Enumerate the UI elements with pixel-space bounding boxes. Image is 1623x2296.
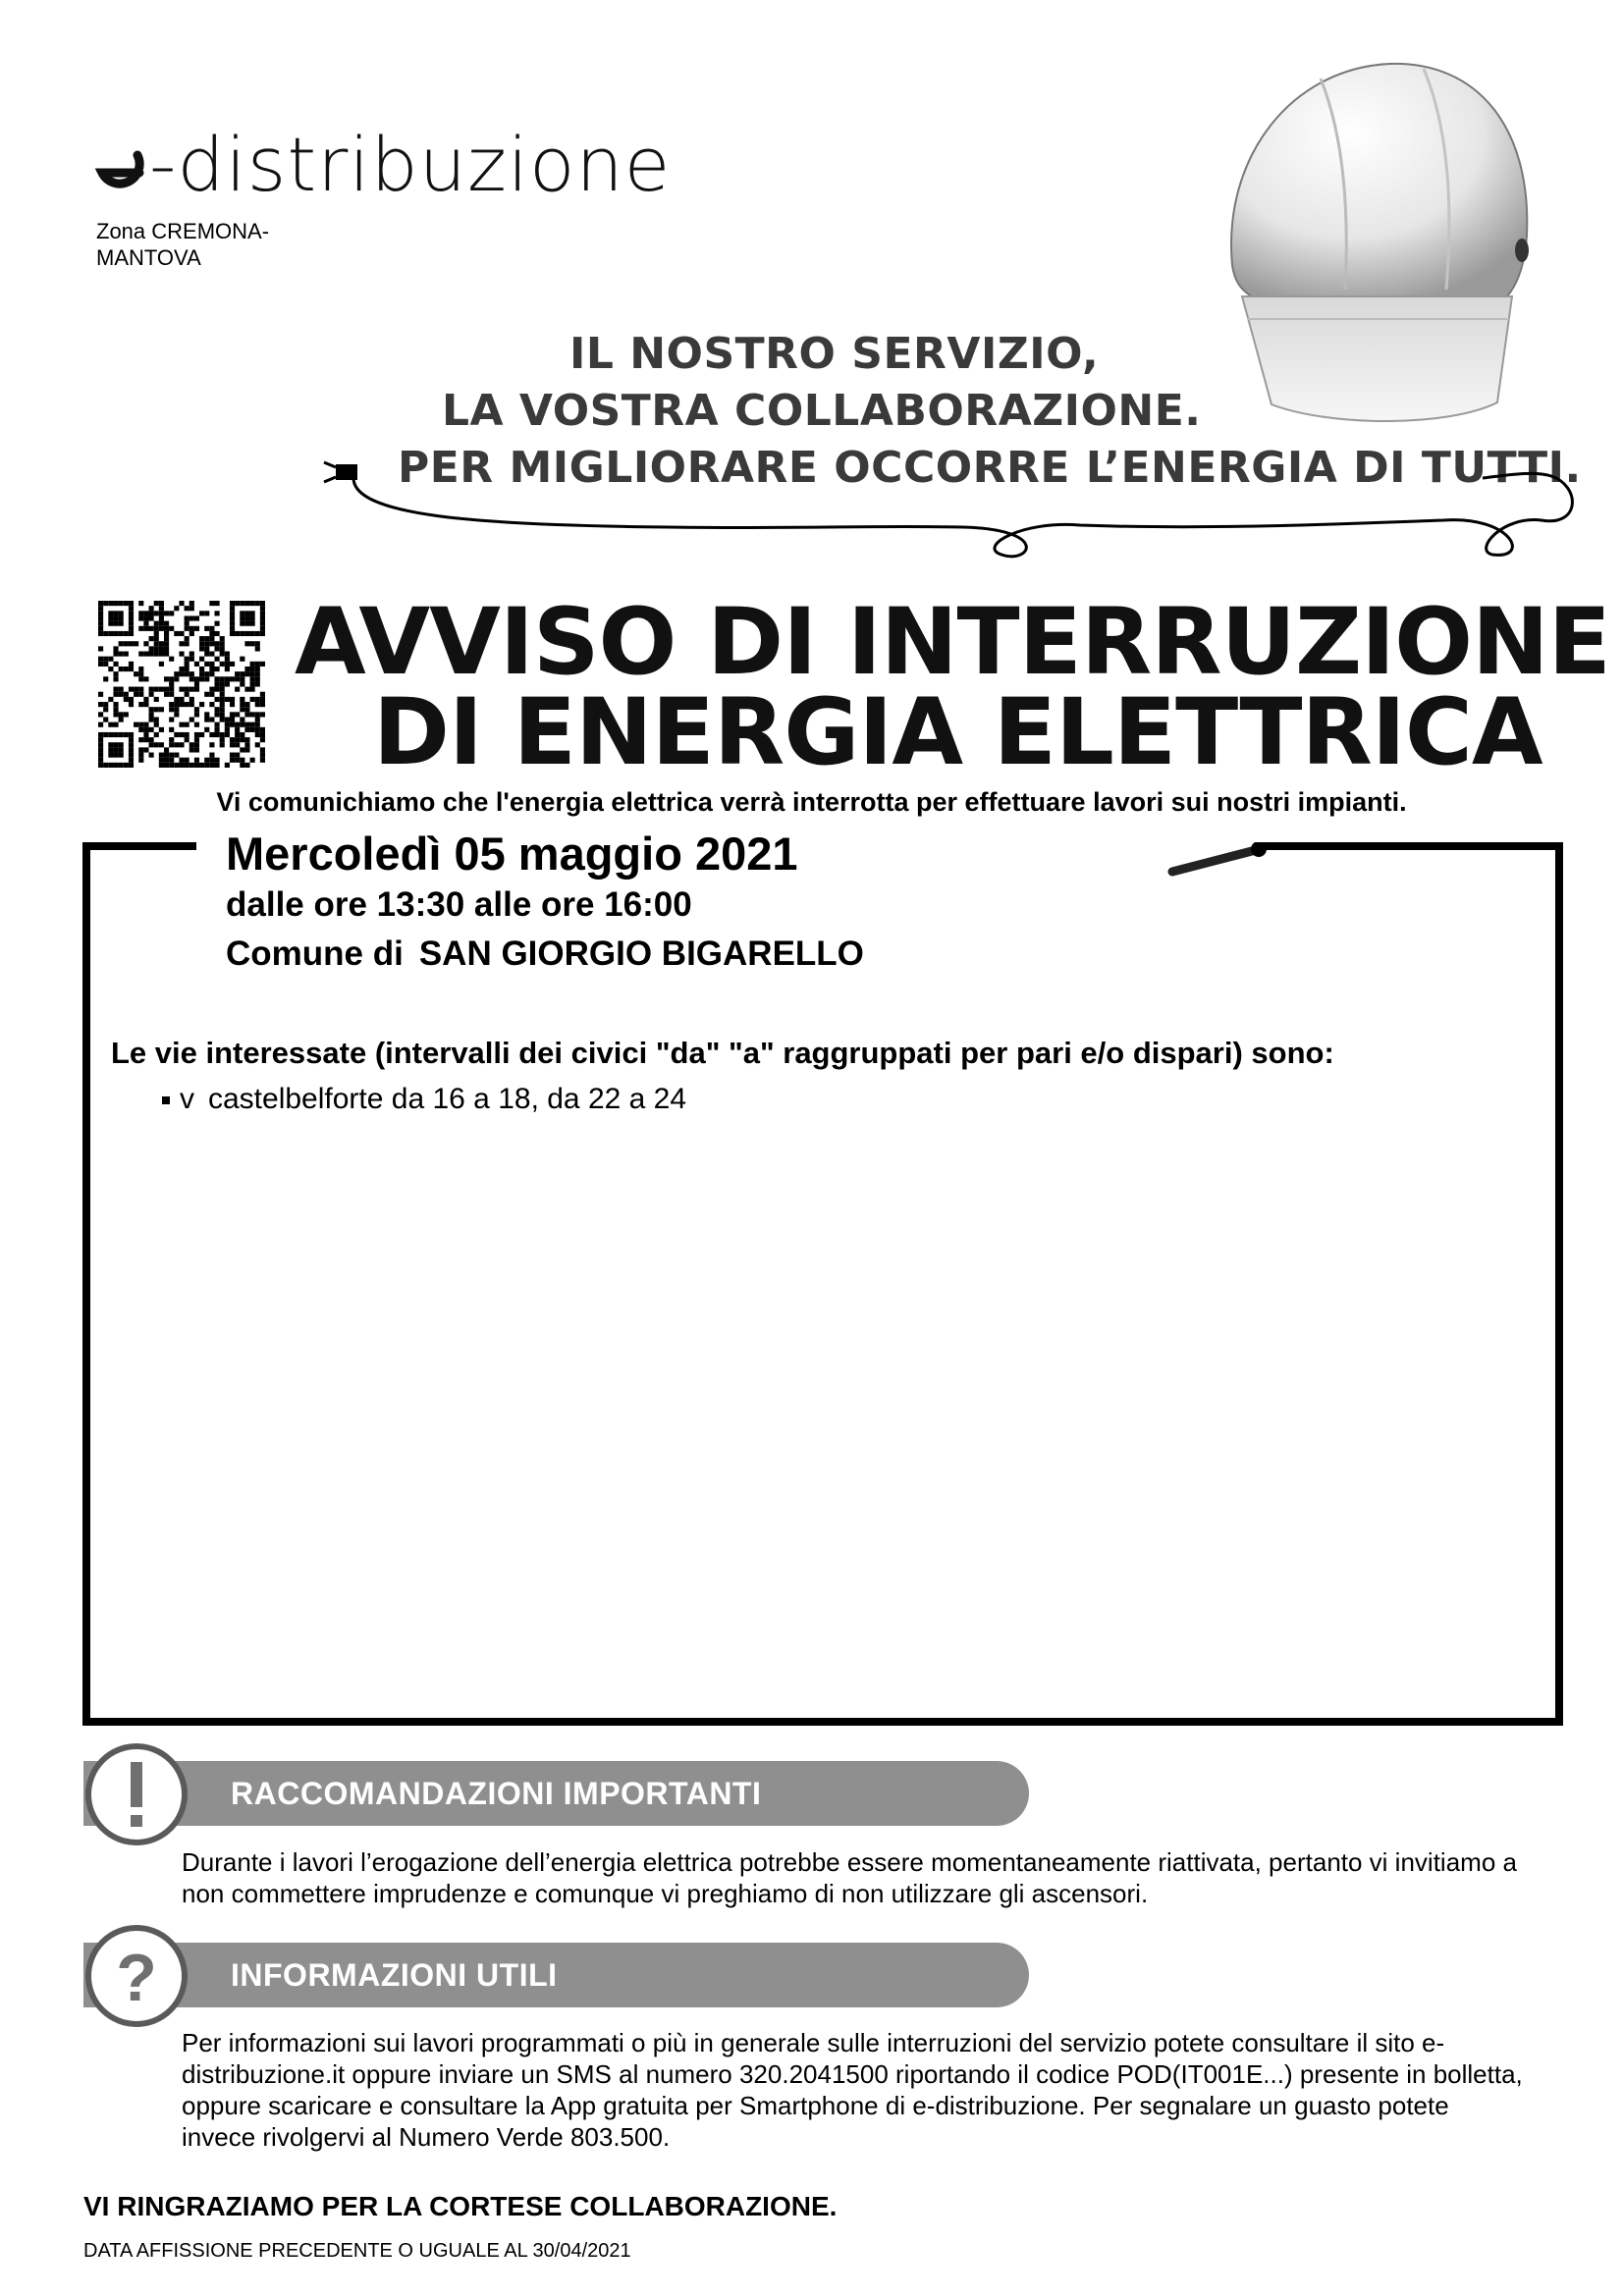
streets-heading: Le vie interessate (intervalli dei civici "da" "a" raggruppati per pari e/o dispari) sono: (111, 1036, 1334, 1070)
thanks-line: VI RINGRAZIAMO PER LA CORTESE COLLABORAZIONE. (83, 2191, 838, 2221)
svg-text:?: ? (116, 1941, 157, 2015)
bullet-icon (162, 1096, 170, 1104)
brand-logo (94, 121, 672, 208)
slogan-line-1: IL NOSTRO SERVIZIO, (569, 329, 1100, 379)
notice-title-line-1: AVVISO DI INTERRUZIONE (295, 589, 1610, 696)
street-text: castelbelforte da 16 a 18, da 22 a 24 (208, 1083, 687, 1115)
question-icon (84, 1924, 189, 2028)
notice-intro: Vi comunichiamo che l'energia elettrica verrà interrotta per effettuare lavori sui nostri impianti. (216, 787, 1407, 817)
street-list (162, 1082, 686, 1117)
list-item (162, 1082, 686, 1117)
outage-comune (226, 934, 864, 974)
recommendations-text: Durante i lavori l’erogazione dell’energia elettrica potrebbe essere momentaneamente riattivata, pertanto vi invitiamo a non commettere imprudenze e comunque vi preghiamo di non utilizzare gli ascensori. (182, 1847, 1517, 1908)
notice-box-frame (82, 842, 1563, 1726)
exclamation-icon (84, 1742, 189, 1846)
info-heading: INFORMAZIONI UTILI (83, 1943, 1029, 2007)
affix-date: DATA AFFISSIONE PRECEDENTE O UGUALE AL 30/04/2021 (83, 2240, 631, 2262)
slogan (275, 319, 1600, 584)
comune-label: Comune di (226, 934, 404, 973)
recommendations-heading: RACCOMANDAZIONI IMPORTANTI (83, 1761, 1029, 1826)
e-logo-icon (94, 143, 145, 196)
zone-label: Zona CREMONA-MANTOVA (96, 219, 270, 270)
slogan-line-3: PER MIGLIORARE OCCORRE L’ENERGIA DI TUTTI. (398, 443, 1582, 493)
outage-time: dalle ore 13:30 alle ore 16:00 (226, 885, 692, 924)
info-text: Per informazioni sui lavori programmati o più in generale sulle interruzioni del servizio potete consultare il sito e-distribuzione.it oppure inviare un SMS al numero 320.2041500 riportando il codice POD(IT001E...) presente in bolletta, oppure scaricare e consultare la App gratuita per Smartphone di e-distribuzione. Per segnalare un guasto potete invece rivolgervi al Numero Verde 803.500. (182, 2028, 1523, 2152)
comune-name: SAN GIORGIO BIGARELLO (418, 934, 864, 973)
brand-name: -distribuzione (149, 121, 672, 208)
notice-title-line-2: DI ENERGIA ELETTRICA (373, 679, 1542, 786)
street-prefix: v (180, 1083, 194, 1115)
cable-plug-icon (275, 319, 1600, 584)
slogan-line-2: LA VOSTRA COLLABORAZIONE. (442, 386, 1202, 436)
qr-code-icon (98, 601, 265, 768)
outage-date: Mercoledì 05 maggio 2021 (226, 828, 798, 880)
